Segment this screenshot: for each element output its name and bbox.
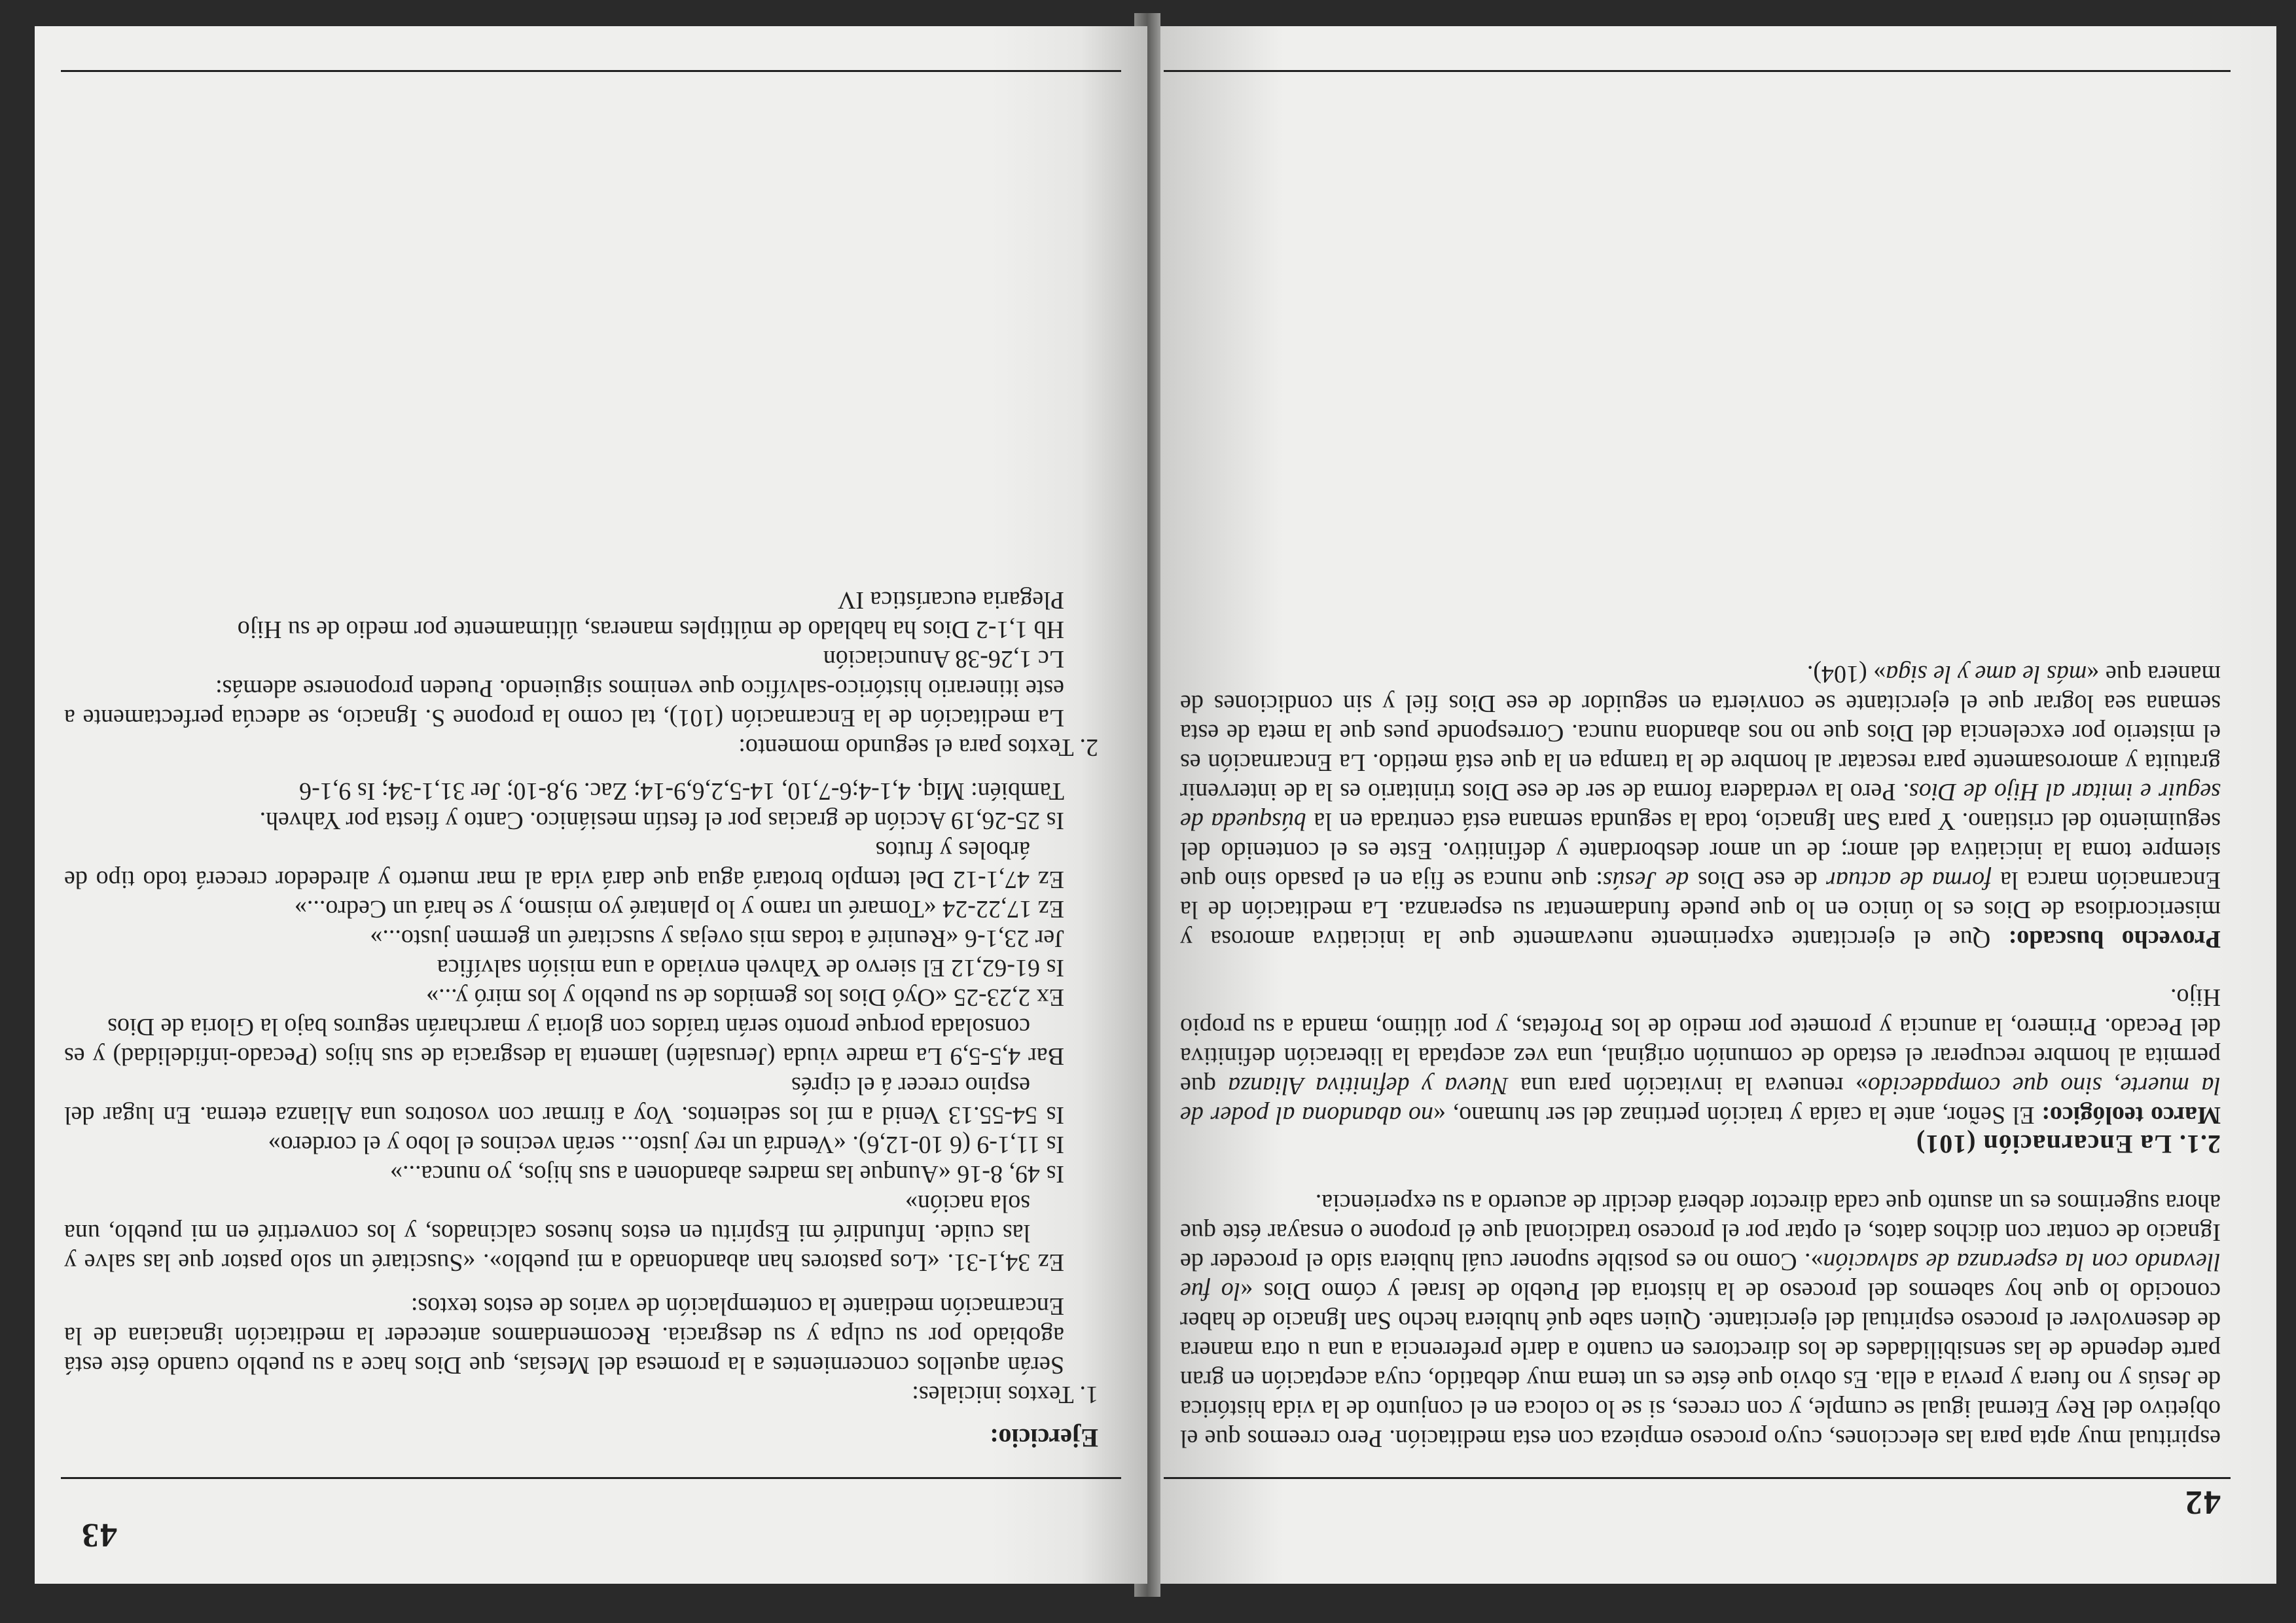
page-43 <box>35 26 1147 1584</box>
marco-teologico: Marco teológico: El Señor, ante la caída y traición pertinaz del ser humano, «no abandona al poder de la muerte, sino que compadecido» renueva la invitación para una Nueva y definitiva Alianza que permita al hombre recuperar el estado de comunión original, una vez aceptada la liberación definitiva del Pecado. Primero, la anuncia y promete por medio de los Profetas, y por último, manda a su propio Hijo. <box>1180 984 2221 1129</box>
list-item: Hb 1,1-2 Dios ha hablado de múltiples maneras, últimamente por medio de su Hijo <box>237 616 1064 643</box>
footer-rule <box>1164 70 2231 72</box>
item-2-title: 2. Textos para el segundo momento: <box>738 734 1098 761</box>
scripture-list <box>64 806 1098 1277</box>
marco-label: Marco teológico: <box>2041 1101 2221 1129</box>
left-page-text <box>1180 659 2221 1453</box>
list-item: Plegaria eucarística IV <box>837 586 1064 614</box>
footer-rule <box>61 70 1121 72</box>
item-1-title: 1. Textos iniciales: <box>912 1381 1098 1408</box>
item-2-text: La meditación de la Encarnación (101), tal como la propone S. Ignacio, se adecúa perfectamente a este itinerario histórico-salvífico que venimos siguiendo. Pueden proponerse además: <box>64 675 1064 732</box>
intro-paragraph: espiritual muy apta para las elecciones, cuyo proceso empieza con esta meditación. Pero creemos que el objetivo del Rey Eternal igual se cumple, y con creces, si se lo coloca en el conjunto de la vida histórica de Jesús y no fuera y previa a ella. Es obvio que éste es un tema muy debatido, cuya aceptación en gran parte depende de las sensibilidades de los directores en cuanto a darle preferencia a una u otra manera de desenvolver el proceso espiritual del ejercitante. Quien sabe qué hubiera hecho San Ignacio de haber conocido lo que hoy sabemos del proceso de la historia del Pueblo de Israel y cómo Dios «lo fue llevando con la esperanza de salvación». Como no es posible suponer cuál hubiera sido el proceder de Ignacio de contar con dichos datos, el optar por el proceso tradicional que él propone o ensayar éste que ahora sugerimos es un asunto que cada director deberá decidir de acuerdo a su experiencia. <box>1179 1189 2221 1452</box>
list-item: Is 11,1-9 (6 10-12,6). «Vendrá un rey justo... serán vecinos el lobo y el cordero» <box>268 1131 1064 1158</box>
header-rule <box>1164 1477 2231 1479</box>
list-item: Bar 4,5-5,9 La madre viuda (Jerusalén) lamenta la desgracia de sus hijos (Pecado-infidelidad) y es consolada porque pronto serán traídos con gloria y marcharán seguros bajo la Gloria de Dios <box>64 1013 1064 1070</box>
right-page-text <box>64 585 1098 1453</box>
section-title: 2.1. La Encarnación (101) <box>1915 1130 2221 1159</box>
provecho-buscado: Provecho buscado: Que el ejercitante experimente nuevamente que la iniciativa amorosa y misericordiosa de Dios es lo único en lo que puede fundamentar su esperanza. La meditación de la Encarnación marca la forma de actuar de ese Dios de Jesús: que nunca se fija en el pasado sino que siempre toma la iniciativa del amor; de un amor desbordante y definitivo. Este es el contenido del seguimiento del cristiano. Y para San Ignacio, toda la segunda semana está centrada en la búsqueda de seguir e imitar al Hijo de Dios. Pero la verdadera forma de ser de ese Dios trinitario es la de intervenir gratuita y amorosamente para rescatar al hombre de la trampa en la que está metido. La Encarnación es el misterio por excelencia del Dios que no nos abandona nunca. Corresponde pues que la meta de esta semana sea lograr que el ejercitante se convierta en seguidor de ese Dios fiel y sin condiciones de manera que «más le ame y le siga» (104). <box>1180 660 2221 953</box>
list-item: Is 25-26,19 Acción de gracias por el festín mesiánico. Canto y fiesta por Yahveh. <box>259 807 1064 834</box>
list-item: Is 49, 8-16 «Aunque las madres abandonen a sus hijos, yo nunca...» <box>389 1160 1064 1188</box>
list-item: Ex 2,23-25 «Oyó Dios los gemidos de su pueblo y los miró y...» <box>426 984 1064 1011</box>
list-item: Is 61-62,12 El siervo de Yahveh enviado a una misión salvífica <box>437 954 1064 982</box>
list-item: Jer 23,1-6 «Reuniré a todas mis ovejas y suscitaré un germen justo...» <box>370 925 1064 952</box>
list-item: Lc 1,26-38 Anunciación <box>823 645 1064 673</box>
list-item: Ez 34,1-31. «Los pastores han abandonado a mi pueblo». «Suscitaré un solo pastor que las salve y las cuide. Infundiré mi Espíritu en estos huesos calcinados, y los convertiré en mi pueblo, una sola nación» <box>64 1190 1064 1276</box>
header-rule <box>61 1477 1121 1479</box>
list-item: Is 54-55.13 Venid a mí los sedientos. Voy a firmar con vosotros una Alianza eterna. En lugar del espino crecer á el ciprés <box>64 1072 1064 1129</box>
page-42 <box>1147 26 2276 1584</box>
page-number: 43 <box>81 1516 117 1554</box>
scripture-list-2 <box>64 585 1098 673</box>
list-item: Ez 47,1-12 Del templo brotará agua que dará vida al mar muerto y alrededor crecerá todo tipo de árboles y frutos <box>64 836 1064 893</box>
tambien-line: También: Miq. 4,1-4;6-7,10, 14-5,2,6,9-14; Zac. 9,8-10; Jer 31,1-34; Is 9,1-6 <box>299 777 1064 805</box>
list-item: Ez 17,22-24 «Tomaré un ramo y lo plantaré yo mismo, y se hará un Cedro...» <box>294 895 1064 923</box>
item-1-text: Serán aquellos concernientes a la promesa del Mesías, que Dios hace a su pueblo cuando éste está agobiado por su culpa y su desgracia. Recomendamos anteceder la meditación ignaciana de la Encarnación mediante la contemplación de varios de estos textos: <box>64 1293 1064 1379</box>
ejercicio-heading: Ejercicio: <box>990 1423 1098 1453</box>
provecho-label: Provecho buscado: <box>2008 925 2221 953</box>
page-number: 42 <box>2184 1484 2221 1521</box>
